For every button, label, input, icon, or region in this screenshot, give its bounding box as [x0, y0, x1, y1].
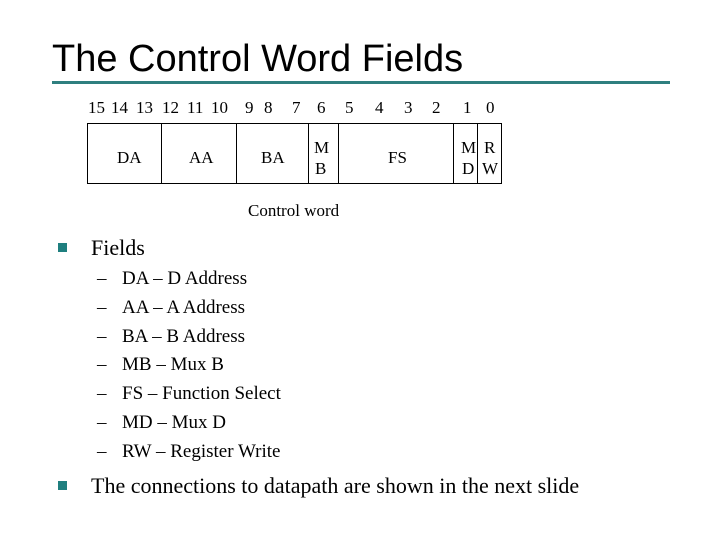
field-rw-bottom: W: [482, 159, 499, 178]
bit-number: 7: [292, 98, 301, 117]
bit-number: 5: [345, 98, 354, 117]
control-word-box: [87, 123, 502, 184]
bit-number: 14: [111, 98, 128, 117]
title-underline: [52, 81, 670, 84]
field-fs: FS: [388, 148, 407, 167]
field-divider: [308, 124, 309, 183]
bit-number: 6: [317, 98, 326, 117]
bit-number: 9: [245, 98, 254, 117]
bit-number: 12: [162, 98, 179, 117]
bullet-closing: [58, 473, 698, 499]
dash-icon: –: [97, 383, 107, 404]
dash-icon: –: [97, 412, 107, 433]
bit-number: 15: [88, 98, 105, 117]
bit-number: 4: [375, 98, 384, 117]
dash-icon: –: [97, 441, 107, 462]
bit-number: 10: [211, 98, 228, 117]
bullet-fields: [58, 235, 258, 261]
dash-icon: –: [97, 326, 107, 347]
field-mb-bottom: B: [315, 159, 327, 178]
slide-title: The Control Word Fields: [52, 38, 464, 80]
dash-icon: –: [97, 268, 107, 289]
field-mb-top: M: [314, 138, 330, 157]
list-item-text: RW – Register Write: [122, 441, 281, 462]
field-divider: [477, 124, 478, 183]
field-md-bottom: D: [462, 159, 475, 178]
bit-number: 8: [264, 98, 273, 117]
field-aa: AA: [189, 148, 214, 167]
field-rw-top: R: [484, 138, 496, 157]
square-bullet-icon: [58, 243, 67, 252]
list-item-text: MB – Mux B: [122, 354, 224, 375]
field-da: DA: [117, 148, 142, 167]
field-divider: [161, 124, 162, 183]
bit-number: 13: [136, 98, 153, 117]
field-divider: [236, 124, 237, 183]
list-item-text: FS – Function Select: [122, 383, 281, 404]
square-bullet-icon: [58, 481, 67, 490]
bit-number: 3: [404, 98, 413, 117]
bit-number: 1: [463, 98, 472, 117]
dash-icon: –: [97, 297, 107, 318]
bit-number: 11: [187, 98, 204, 117]
field-divider: [338, 124, 339, 183]
bit-number: 2: [432, 98, 441, 117]
figure-caption: Control word: [248, 201, 340, 220]
field-ba: BA: [261, 148, 285, 167]
list-item-text: MD – Mux D: [122, 412, 226, 433]
dash-icon: –: [97, 354, 107, 375]
bit-number: 0: [486, 98, 495, 117]
bullet-closing-text: The connections to datapath are shown in the next slide: [91, 473, 580, 498]
list-item-text: DA – D Address: [122, 268, 248, 289]
field-md-top: M: [461, 138, 477, 157]
bullet-fields-text: Fields: [91, 235, 145, 260]
list-item-text: BA – B Address: [122, 326, 245, 347]
list-item-text: AA – A Address: [122, 297, 245, 318]
field-divider: [453, 124, 454, 183]
